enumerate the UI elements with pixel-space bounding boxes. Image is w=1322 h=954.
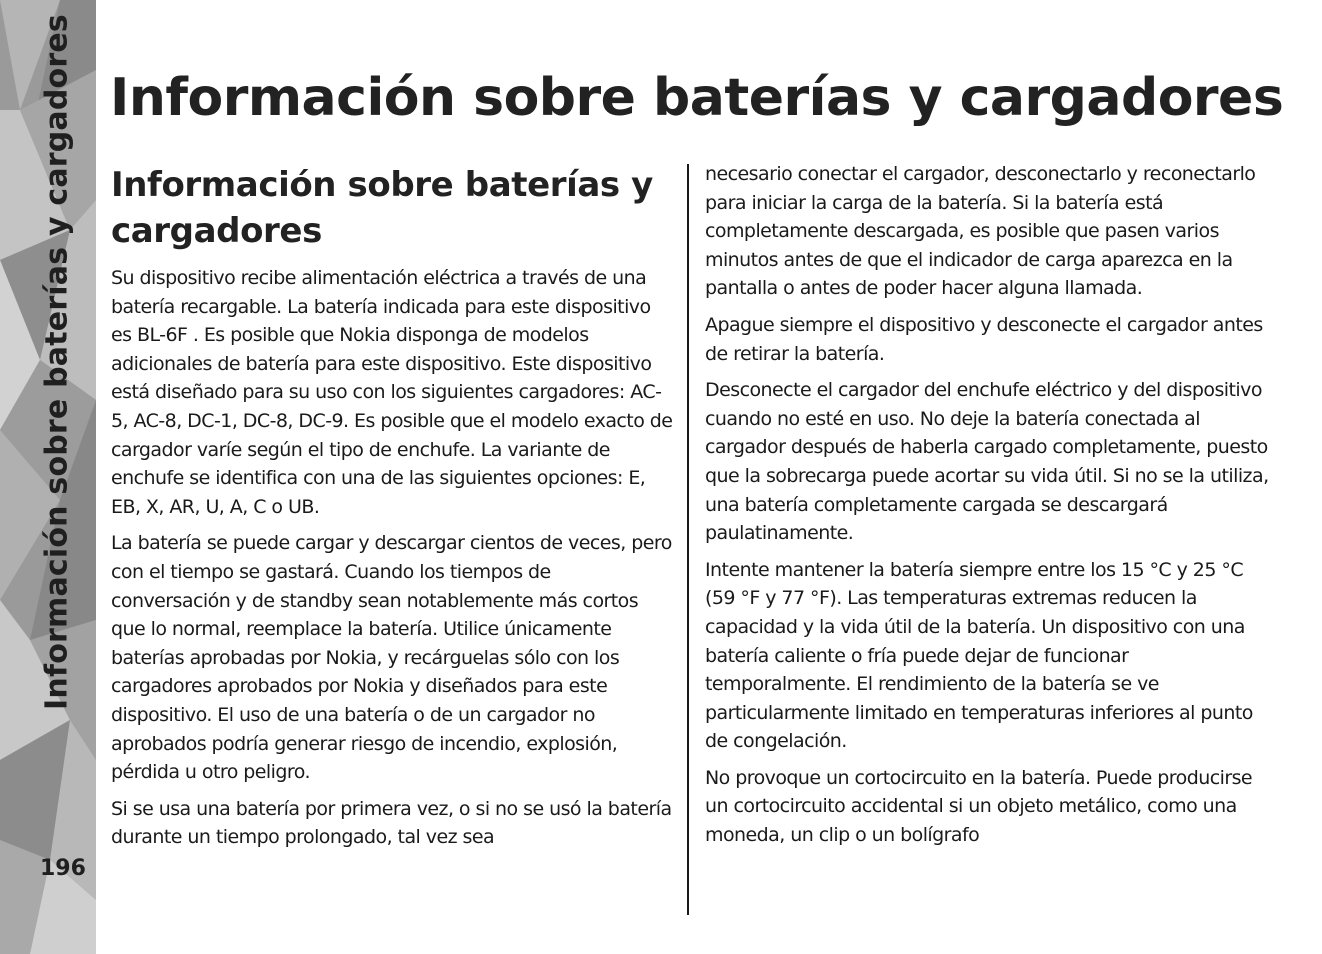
paragraph: Si se usa una batería por primera vez, o si no se usó la batería durante un tiempo prolongado, tal vez sea (111, 797, 672, 849)
paragraph: La batería se puede cargar y descargar cientos de veces, pero con el tiempo se gastará. Cuando los tiempos de conversación y de standby sean notablemente más cortos que lo normal, reemplace la batería. Utilice únicamente baterías aprobadas por Nokia, y recárguelas sólo con los cargadores aprobados por Nokia y diseñados para este dispositivo. El uso de una batería o de un cargador no aprobados podría generar riesgo de incendio, explosión, pérdida u otro peligro. (111, 532, 672, 784)
paragraph: Su dispositivo recibe alimentación eléctrica a través de una batería recargable. La batería indicada para este dispositivo es BL-6F . Es posible que Nokia disponga de modelos adicionales de batería para este dispositivo. Este dispositivo está diseñado para su uso con los siguientes cargadores: AC-5, AC-8, DC-1, DC-8, DC-9. Es posible que el modelo exacto de cargador varíe según el tipo de enchufe. La variante de enchufe se identifica con una de las siguientes opciones: E, EB, X, AR, U, A, C o UB. (111, 267, 673, 518)
page-title: Información sobre baterías y cargadores (110, 68, 1284, 128)
column-divider (687, 164, 689, 915)
paragraph: necesario conectar el cargador, desconectarlo y reconectarlo para iniciar la carga de la batería. Si la batería está completamente descargada, es posible que pasen varios minutos antes de que el indicador de carga aparezca en la pantalla o antes de poder hacer alguna llamada. (705, 163, 1256, 300)
paragraph: Apague siempre el dispositivo y desconecte el cargador antes de retirar la batería. (705, 313, 1263, 365)
paragraph: No provoque un cortocircuito en la batería. Puede producirse un cortocircuito accidental si un objeto metálico, como una moneda, un clip o un bolígrafo (705, 766, 1253, 847)
section-heading: Información sobre baterías y cargadores (111, 165, 653, 251)
right-column (705, 160, 1269, 858)
left-column (111, 162, 675, 860)
sidebar-section-title: Información sobre baterías y cargadores (39, 14, 75, 710)
paragraph: Desconecte el cargador del enchufe eléctrico y del dispositivo cuando no esté en uso. No deje la batería conectada al cargador después de haberla cargado completamente, puesto que la sobrecarga puede acortar su vida útil. Si no se la utiliza, una batería completamente cargada se descargará paulatinamente. (705, 379, 1269, 545)
sidebar (0, 0, 96, 954)
paragraph: Intente mantener la batería siempre entre los 15 °C y 25 °C (59 °F y 77 °F). Las temperaturas extremas reducen la capacidad y la vida útil de la batería. Un dispositivo con una batería caliente o fría puede dejar de funcionar temporalmente. El rendimiento de la batería se ve particularmente limitado en temperaturas inferiores al punto de congelación. (705, 558, 1253, 753)
page-number: 196 (40, 856, 86, 881)
